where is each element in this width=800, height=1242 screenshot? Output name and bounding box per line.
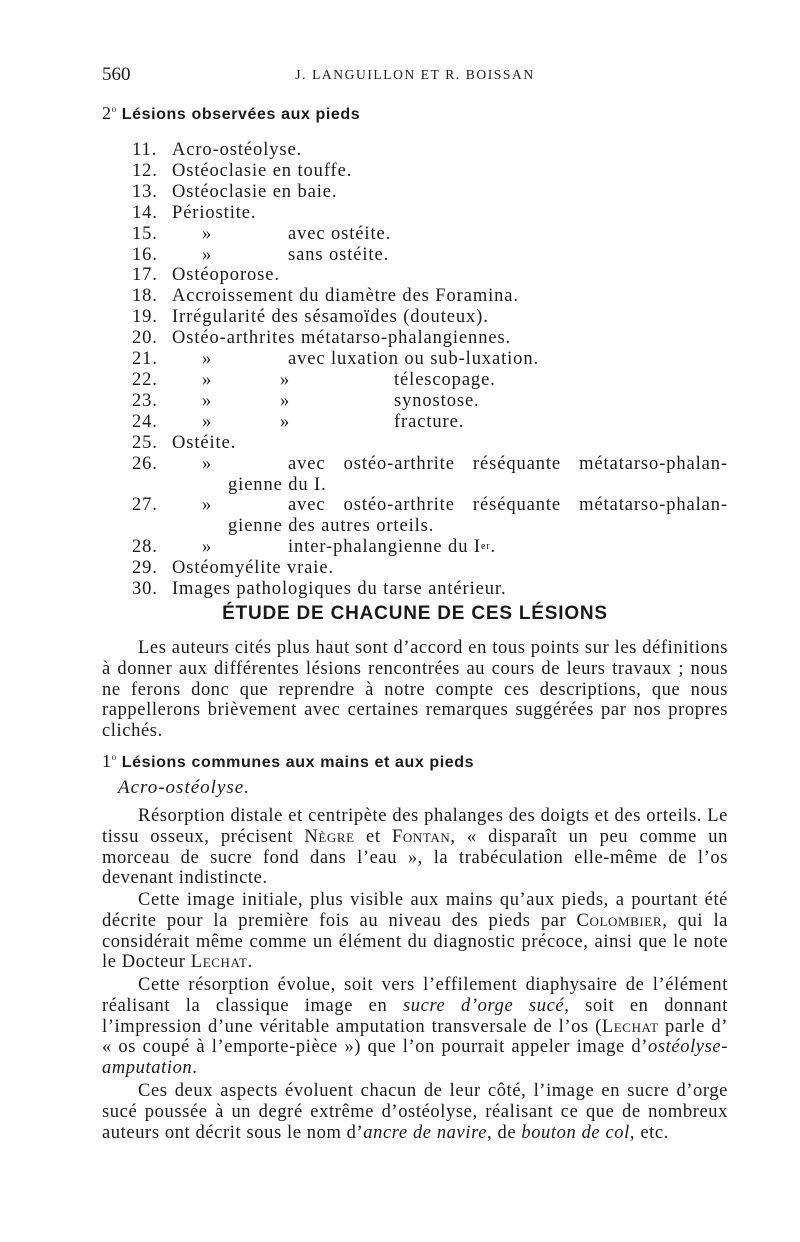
item-number: 12.: [132, 160, 158, 181]
section-number: 2$^o$: [102, 103, 117, 123]
lesion-item: [132, 161, 728, 182]
item-text: avec ostéo-arthrite réséquante métatarso-phalan-: [288, 495, 728, 516]
item-number: 11.: [132, 140, 158, 160]
ditto-mark: »: [280, 411, 291, 432]
item-text: sans ostéite.: [288, 244, 390, 265]
item-text: Ostéoclasie en baie.: [172, 181, 338, 202]
item-text: Ostéoclasie en touffe.: [172, 160, 353, 181]
item-number: 18.: [132, 286, 158, 307]
lesion-item: [132, 495, 728, 516]
item-number: 13.: [132, 181, 158, 202]
item-text: Ostéomyélite vraie.: [172, 558, 334, 579]
author-name: Fontan: [391, 826, 451, 847]
item-text: avec ostéo-arthrite réséquante métatarso-phalan-: [288, 453, 728, 474]
section-number: 1$^o$: [102, 751, 117, 771]
intro-paragraph: Les auteurs cités plus haut sont d’accord en tous points sur les définitions à donner aux différentes lésions rencontrées au cours de leurs travaux ; nous ne ferons donc que reprendre à notre compte ces descriptions, que nous rappellerons brièvement avec certaines remarques suggérées par nos propres clichés.: [102, 638, 728, 742]
paragraph-4: Ces deux aspects évoluent chacun de leur côté, l’image en sucre d’orge sucé poussée à un degré extrême d’ostéolyse, réalisant ce que de nombreux auteurs ont décrit sous le nom d’ancre de navire, de bouton de col, etc.: [102, 1081, 728, 1143]
ditto-mark: »: [202, 349, 213, 370]
paragraph-2: Cette image initiale, plus visible aux mains qu’aux pieds, a pourtant été décrite pour la première fois au niveau des pieds par Colombier, qui la considérait même comme un élément du diagnostic précoce, ainsi que le note le Docteur Lechat.: [102, 890, 728, 973]
lesion-item: [132, 349, 728, 370]
ditto-mark: »: [202, 223, 213, 244]
item-number: 28.: [132, 537, 158, 558]
item-text: Accroissement du diamètre des Foramina.: [172, 286, 519, 307]
item-number: 17.: [132, 265, 158, 286]
lesion-list: [132, 140, 728, 600]
italic-term: bouton de col: [521, 1122, 630, 1143]
item-text-end: .: [490, 537, 497, 558]
ditto-mark: »: [280, 390, 291, 411]
item-number: 20.: [132, 328, 158, 349]
author-name: Nègre: [304, 826, 355, 847]
paragraph-1: Résorption distale et centripète des phalanges des doigts et des orteils. Le tissu osseux, précisent Nègre et Fontan, « disparaît un peu comme un morceau de sucre fond dans l’eau », la trabéculation elle-même de l’os devenant indistincte.: [102, 806, 729, 889]
item-number: 27.: [132, 495, 158, 516]
item-number: 15.: [132, 223, 158, 244]
item-number: 24.: [132, 411, 158, 432]
item-text: avec ostéite.: [288, 223, 392, 244]
lesion-item-continuation: gienne des autres orteils.: [228, 516, 435, 537]
author-name: Colombier: [576, 910, 663, 931]
item-number: 19.: [132, 307, 158, 328]
header-authors: J. LANGUILLON ET R. BOISSAN: [295, 67, 535, 82]
item-number: 14.: [132, 202, 158, 223]
item-text: inter-phalangienne du I: [288, 537, 481, 558]
item-text: télescopage.: [394, 369, 496, 390]
item-text: Images pathologiques du tarse antérieur.: [172, 579, 507, 600]
lesion-item: [132, 224, 728, 245]
item-number: 16.: [132, 244, 158, 265]
lesion-item: [132, 140, 728, 161]
subheading-acro-osteolyse: Acro-ostéolyse.: [118, 777, 250, 798]
italic-term: sucre d’orge sucé: [402, 995, 565, 1016]
lesion-item: [132, 265, 728, 286]
lesion-item: [132, 537, 728, 558]
item-text: Ostéite.: [172, 432, 237, 453]
lesion-item: [132, 412, 728, 433]
lesion-item: [132, 203, 728, 224]
lesion-item: [132, 328, 728, 349]
ditto-mark: »: [202, 537, 213, 558]
author-name: Lechat: [190, 952, 248, 973]
section-heading-common: [102, 751, 474, 772]
item-number: 26.: [132, 453, 158, 474]
item-number: 25.: [132, 432, 158, 453]
ditto-mark: »: [280, 369, 291, 390]
italic-term: ostéolyse-amputation: [102, 1037, 728, 1079]
item-number: 30.: [132, 579, 158, 600]
paragraph-3: Cette résorption évolue, soit vers l’effilement diaphysaire de l’élément réalisant la classique image en sucre d’orge sucé, soit en donnant l’impression d’une véritable amputation transversale de l’os (Lechat parle d’ « os coupé à l’emporte-pièce ») que l’on pourrait appeler image d’ostéolyse-amputation.: [102, 975, 728, 1079]
item-text: synostose.: [394, 390, 480, 411]
section-title: Lésions observées aux pieds: [121, 106, 361, 123]
lesion-item: [132, 245, 728, 266]
ordinal-superscript: er: [480, 541, 491, 553]
lesion-item: [132, 454, 728, 475]
ditto-mark: »: [202, 495, 213, 516]
author-name: Lechat: [601, 1016, 659, 1037]
lesion-item-continuation: gienne du I.: [228, 474, 327, 495]
lesion-item: [132, 558, 728, 579]
lesion-item: [132, 286, 728, 307]
item-text: avec luxation ou sub-luxation.: [288, 349, 540, 370]
ditto-mark: »: [202, 244, 213, 265]
page-number: 560: [102, 64, 131, 85]
item-number: 22.: [132, 369, 158, 390]
ditto-mark: »: [202, 369, 213, 390]
item-text: Périostite.: [172, 202, 257, 223]
ditto-mark: »: [202, 453, 213, 474]
item-text: Ostéo-arthrites métatarso-phalangiennes.: [172, 328, 512, 349]
lesion-item: [132, 182, 728, 203]
item-text: Irrégularité des sésamoïdes (douteux).: [172, 307, 489, 328]
ditto-mark: »: [202, 411, 213, 432]
main-title: ÉTUDE DE CHACUNE DE CES LÉSIONS: [222, 603, 608, 624]
lesion-item: [132, 433, 728, 454]
running-header: [102, 64, 728, 88]
item-text: Acro-ostéolyse.: [172, 140, 303, 160]
lesion-item: [132, 579, 728, 600]
lesion-item: [132, 370, 728, 391]
section-title: Lésions communes aux mains et aux pieds: [121, 754, 475, 771]
ditto-mark: »: [202, 390, 213, 411]
item-text: Ostéoporose.: [172, 265, 280, 286]
lesion-item: [132, 307, 728, 328]
item-number: 23.: [132, 390, 158, 411]
lesion-item: [132, 391, 728, 412]
italic-term: ancre de navire: [363, 1122, 488, 1143]
item-number: 29.: [132, 558, 158, 579]
section-heading-feet: [102, 103, 360, 124]
item-text: fracture.: [394, 411, 465, 432]
item-number: 21.: [132, 349, 158, 370]
